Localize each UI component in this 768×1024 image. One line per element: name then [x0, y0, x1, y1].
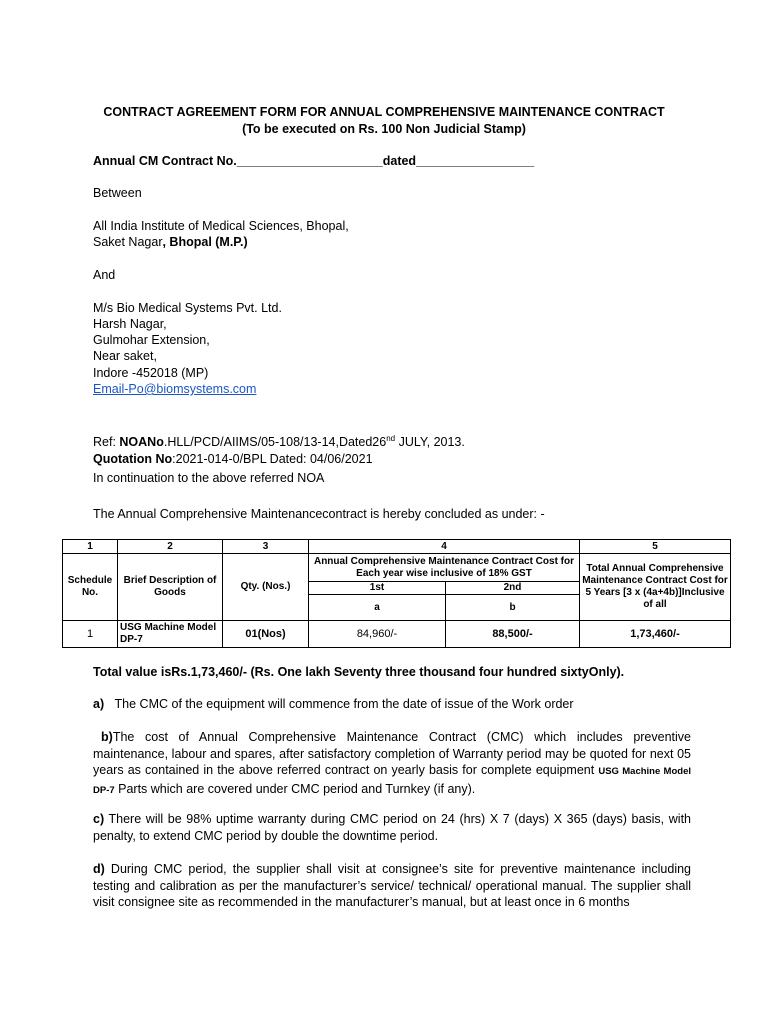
clause-b	[93, 729, 691, 799]
clause-b-equipment: USG Machine Model DP-7	[93, 766, 691, 796]
email-link[interactable]: Email-Po@biomsystems.com	[93, 382, 257, 396]
party1-locality: Saket Nagar	[93, 235, 163, 249]
header-row	[63, 554, 731, 582]
noa-date-tail: JULY, 2013.	[395, 435, 465, 450]
header-schedule: Schedule No.	[63, 554, 118, 621]
col-number: 2	[118, 540, 223, 554]
header-a: a	[309, 595, 446, 621]
cell-schedule: 1	[63, 621, 118, 648]
col-number: 5	[580, 540, 731, 554]
column-number-row	[63, 540, 731, 554]
party2-address-4: Indore -452018 (MP)	[93, 366, 209, 380]
reference-line	[93, 434, 465, 449]
cell-description: USG Machine Model DP-7	[118, 621, 223, 648]
party1-line2	[93, 235, 248, 249]
date-suffix: nd	[386, 434, 396, 443]
party1-line1: All India Institute of Medical Sciences, Bhopal,	[93, 219, 349, 233]
clause-b-text-1: The cost of Annual Comprehensive Maintenance Contract (CMC) which includes preventive maintenance, labour and spares, after satisfactory completion of Warranty period may be quoted for next 05 years as contained in the above referred contract on yearly basis for complete equipment	[93, 730, 691, 777]
continuation-line: In continuation to the above referred NOA	[93, 471, 325, 485]
noa-number: .HLL/PCD/AIIMS/05-108/13-14,Dated26	[163, 435, 387, 450]
header-description: Brief Description of Goods	[118, 554, 223, 621]
clause-c	[93, 811, 691, 844]
clause-b-label: b)	[101, 730, 113, 744]
party2-address-1: Harsh Nagar,	[93, 317, 167, 331]
header-annual-cost: Annual Comprehensive Maintenance Contract Cost for Each year wise inclusive of 18% GST	[309, 554, 580, 582]
total-value: Total value isRs.1,73,460/- (Rs. One lakh Seventy three thousand four hundred sixtyOnly).	[93, 665, 625, 679]
party2-address-2: Gulmohar Extension,	[93, 333, 210, 347]
party2-address-3: Near saket,	[93, 349, 157, 363]
clause-d-label: d)	[93, 862, 105, 876]
cell-quantity: 01(Nos)	[223, 621, 309, 648]
table-row	[63, 621, 731, 648]
clause-a-label: a)	[93, 697, 105, 711]
document-title: CONTRACT AGREEMENT FORM FOR ANNUAL COMPREHENSIVE MAINTENANCE CONTRACT	[103, 105, 665, 119]
clause-a	[93, 697, 574, 711]
header-quantity: Qty. (Nos.)	[223, 554, 309, 621]
clause-d-text: During CMC period, the supplier shall visit at consignee’s site for preventive maintenance including testing and calibration as per the manufacturer’s service/ technical/ operational manual. The supplier shall visit consignee site as recommended in the manufacturer’s manual, but at least once in 6 months	[93, 862, 691, 909]
col-number: 1	[63, 540, 118, 554]
cell-cost-a: 84,960/-	[309, 621, 446, 648]
contract-cost-table	[62, 539, 731, 648]
clause-a-text: The CMC of the equipment will commence from the date of issue of the Work order	[114, 697, 574, 711]
clause-c-text: There will be 98% uptime warranty during CMC period on 24 (hrs) X 7 (days) X 365 (days) basis, with penalty, to extend CMC period by double the downtime period.	[93, 812, 691, 843]
quotation-line	[93, 452, 373, 466]
clause-b-text-2: Parts which are covered under CMC period and Turnkey (if any).	[114, 781, 476, 796]
noa-label: NOANo	[119, 435, 164, 450]
clause-d	[93, 861, 691, 911]
ref-label: Ref:	[93, 435, 120, 450]
between-label: Between	[93, 186, 142, 200]
party1-city: , Bhopal (M.P.)	[162, 235, 248, 249]
col-number: 3	[223, 540, 309, 554]
cell-total: 1,73,460/-	[580, 621, 731, 648]
header-1st-year: 1st	[309, 582, 446, 595]
contract-number: Annual CM Contract No._____________________dated_________________	[93, 154, 535, 168]
clause-c-label: c)	[93, 812, 105, 826]
document-subtitle: (To be executed on Rs. 100 Non Judicial Stamp)	[242, 122, 526, 136]
concluded-line: The Annual Comprehensive Maintenancecontract is hereby concluded as under: -	[93, 507, 545, 521]
quotation-text: :2021-014-0/BPL Dated: 04/06/2021	[172, 452, 373, 466]
col-number: 4	[309, 540, 580, 554]
header-total-cost: Total Annual Comprehensive Maintenance Contract Cost for 5 Years [3 x (4a+4b)]Inclusive of all	[580, 554, 731, 621]
cell-cost-b: 88,500/-	[446, 621, 580, 648]
quotation-label: Quotation No	[93, 452, 173, 466]
header-b: b	[446, 595, 580, 621]
and-label: And	[93, 268, 116, 282]
party2-name: M/s Bio Medical Systems Pvt. Ltd.	[93, 301, 282, 315]
header-2nd-year: 2nd	[446, 582, 580, 595]
